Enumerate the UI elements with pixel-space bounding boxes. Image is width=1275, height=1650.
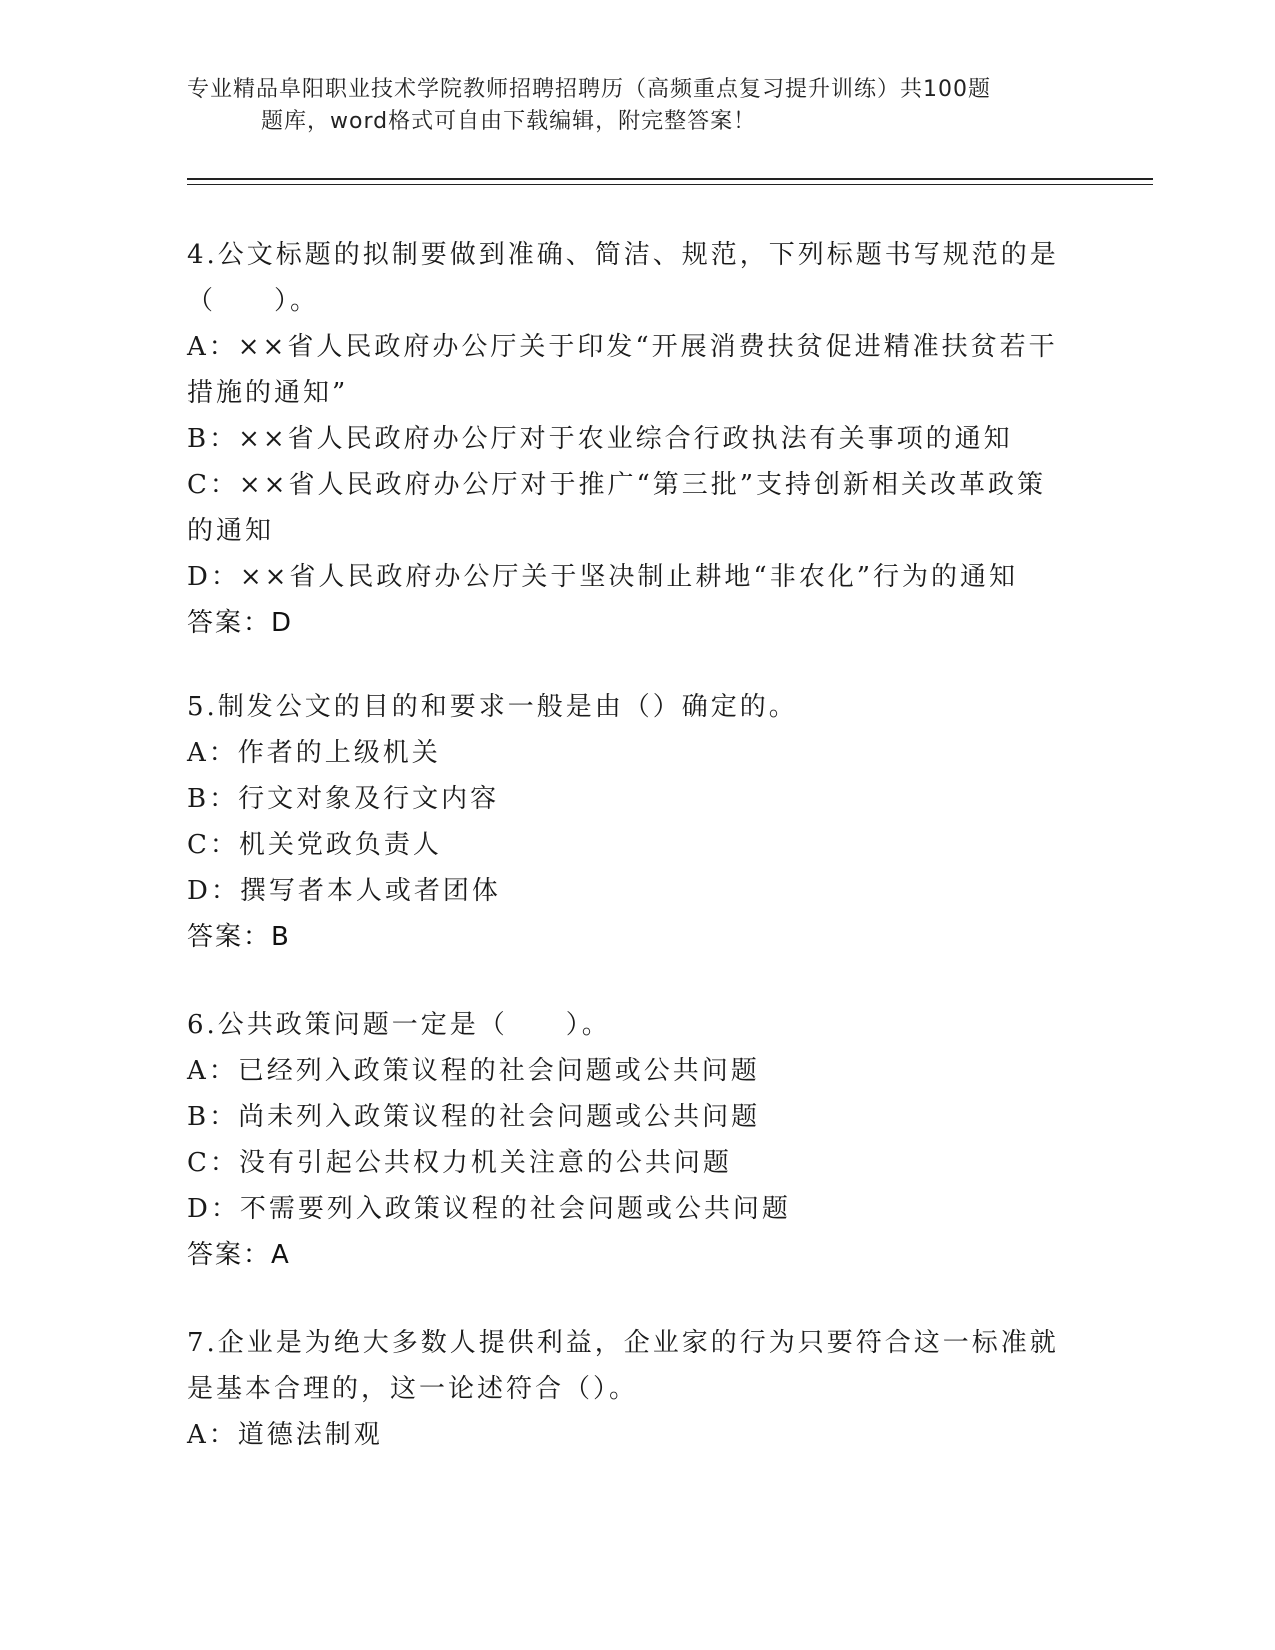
header-title-line-2: 题库，word格式可自由下载编辑，附完整答案！	[261, 109, 757, 134]
header-divider-thick	[187, 178, 1153, 180]
question-block-7	[187, 1320, 1077, 1458]
question-stem: 是基本合理的，这一论述符合（）。	[187, 1374, 639, 1404]
option-d: D：××省人民政府办公厅关于坚决制止耕地“非农化”行为的通知	[187, 562, 1019, 592]
option-b: B：××省人民政府办公厅对于农业综合行政执法有关事项的通知	[187, 424, 1013, 454]
question-block-6	[187, 1002, 1077, 1278]
option-a: A：××省人民政府办公厅关于印发“开展消费扶贫促进精准扶贫若干	[187, 332, 1058, 362]
question-block-5	[187, 684, 1077, 960]
answer-label: 答案：A	[187, 1240, 291, 1270]
question-stem: （ ）。	[187, 286, 320, 316]
option-b: B：行文对象及行文内容	[187, 784, 500, 814]
question-stem: 4.公文标题的拟制要做到准确、简洁、规范，下列标题书写规范的是	[187, 240, 1059, 270]
option-c: C：没有引起公共权力机关注意的公共问题	[187, 1148, 732, 1178]
question-stem: 5.制发公文的目的和要求一般是由（）确定的。	[187, 692, 798, 722]
answer-label: 答案：D	[187, 608, 294, 638]
header-divider-thin	[187, 184, 1153, 185]
option-a-continued: 措施的通知”	[187, 378, 349, 408]
option-d: D：撰写者本人或者团体	[187, 876, 501, 906]
answer-label: 答案：B	[187, 922, 291, 952]
option-a: A：已经列入政策议程的社会问题或公共问题	[187, 1056, 760, 1086]
option-a: A：道德法制观	[187, 1420, 383, 1450]
option-b: B：尚未列入政策议程的社会问题或公共问题	[187, 1102, 761, 1132]
header-title-line-1: 专业精品阜阳职业技术学院教师招聘招聘历（高频重点复习提升训练）共100题	[187, 77, 991, 102]
document-header	[187, 74, 1087, 138]
question-stem: 6.公共政策问题一定是（ ）。	[187, 1010, 611, 1040]
option-d: D：不需要列入政策议程的社会问题或公共问题	[187, 1194, 791, 1224]
question-stem: 7.企业是为绝大多数人提供利益，企业家的行为只要符合这一标准就	[187, 1328, 1059, 1358]
option-c-continued: 的通知	[187, 516, 275, 546]
question-block-4	[187, 232, 1077, 646]
option-a: A：作者的上级机关	[187, 738, 441, 768]
option-c: C：机关党政负责人	[187, 830, 442, 860]
option-c: C：××省人民政府办公厅对于推广“第三批”支持创新相关改革政策	[187, 470, 1047, 500]
